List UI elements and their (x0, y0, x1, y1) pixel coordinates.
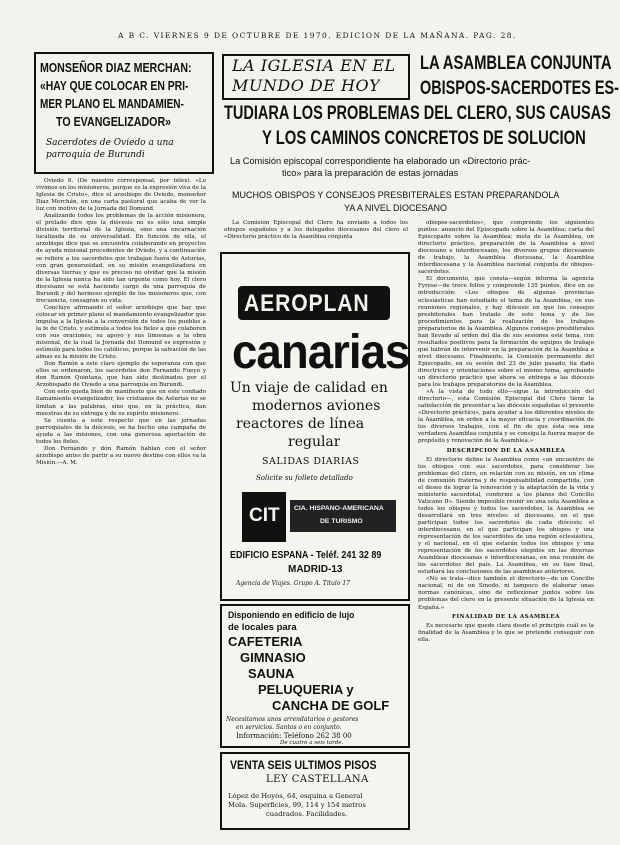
left-paragraph: Con esto queda bien de manifiesto que en este confiado llamamiento evangelizador, los cristianos de Asturias no se limitan a las palabras, sino que, en la práctica, dan muestras de su entrega y de su espíritu misionero. (36, 389, 206, 417)
main-headline-3: TUDIARA LOS PROBLEMAS DEL CLERO, SUS CAUSAS (224, 103, 611, 124)
flats-body-2: Mola. Superficies, 99, 114 y 154 metros (228, 801, 366, 809)
flats-body-1: López de Hoyos, 64, esquina a General (228, 792, 363, 800)
left-paragraph: Concluye afirmando el señor arzobispo que hay que colocar en primer plano el mandamiento evangelizador que impulsa a la Iglesia a la conversión de todos los pueblos a la fe de Cristo, y estimula a todos los fieles a que colaboren con sus oraciones, su apoyo y sus limosnas a la obra misional, de la cual la Jornada del Domund es expresión y estímulo para todos los católicos, porque la salvación de las almas es la misión de Cristo. (36, 304, 206, 361)
right-paragraph: Es necesario que quede clara desde el principio cuál es la finalidad de la Asamblea y lo que se pretende conseguir con ella. (418, 622, 594, 643)
right-paragraph: El documento, que consta—según informa la agencia Fyrese—de trece folios y comprende 135 puntos, dice en su introducción: «Los obispos de algunas provincias eclesiásticas han estudiado el tema de la Asamblea, en sus reuniones regionales, y hay diócesis en que los consejos presbiterales han tratado de este tema y de los procedimientos para la realización de los trabajos preparatorios de la Asamblea. Algunos consejos presbiterales han llevado al orden del día de sus sesiones este tema, con resultados positivos para la formación de equipos de trabajo que habrán de intervenir en la preparación de la Asamblea a nivel diocesano. Finalmente, la Comisión permanente del Episcopado, en su sesión del 23 de julio pasado, ha dado directrices y orientaciones sobre el mismo tema, aprobando un directorio práctico que ahora se entrega a las diócesis para los trabajos preparatorios de la Asamblea. (418, 276, 594, 389)
premises-small-2: en servicios. Santos o en conjunto. (236, 724, 342, 731)
right-paragraph: «No se trata—dice también el directorio—de un Concilio nacional, ni de un Sínodo, ni tampoco de elaborar unas normas canónicas, sino de reflexionar juntos sobre los problemas del clero en la presente situación de la Iglesia en España.» (418, 576, 594, 611)
banner-line-2: MUNDO DE HOY (232, 76, 381, 95)
ad-address: EDIFICIO ESPAÑA - Teléf. 241 32 89 (230, 550, 382, 561)
ad-agency-note: Agencia de Viajes. Grupo A. Título 17 (236, 580, 350, 587)
left-deck-1: Sacerdotes de Oviedo a una (46, 138, 174, 148)
premises-item: CANCHA DE GOLF (272, 698, 390, 713)
left-headline-3: MER PLANO EL MANDAMIEN- (40, 96, 184, 111)
right-paragraph: »A la vista de todo ello—sigue la introducción del directorio—, esta Comisión Episcopal del Clero tiene la satisfacción de presentar a las diócesis españolas el presente «Directorio práctico», para ayudar a los diferentes niveles de la Asamblea, en orden a la mayor eficacia y coordinación de los diversos trabajos, con el fin de que ésta sea una verdadera Asamblea conjunta y se consiga la fuerza mayor de propósito y renovación de la Asamblea.» (418, 389, 594, 445)
ad-daily: SALIDAS DIARIAS (262, 456, 360, 467)
main-deck-1: La Comisión episcopal correspondiente ha elaborado un «Directorio prác- (230, 156, 531, 166)
right-paragraph: obispos-sacerdotes», que comprende los siguientes puntos: anuncio del Episcopado sobre la Asamblea; carta del Episcopado sobre la Asamblea; meta de la Asamblea, un directorio práctico, preparación de la Asamblea a nivel diocesano e interdiocesano, los diversos grupos diocesanos de trabajo, la Asamblea diocesana, la Asamblea interdiocesana y la Asamblea nacional conjunta de obispos-sacerdotes. (418, 220, 594, 276)
cit-logo-text: CIT (249, 505, 280, 526)
section-heading-description: DESCRIPCION DE LA ASAMBLEA (446, 447, 566, 454)
premises-info: Información: Teléfono 262 38 00 (236, 732, 352, 740)
left-headline-4: TO EVANGELIZADOR» (56, 114, 172, 129)
premises-small-1: Necesitamos unos arrendatarios o gestores (226, 716, 359, 723)
flats-sub: LEY CASTELLANA (266, 774, 369, 785)
left-paragraph: Analizando todos los problemas de la acción misionera, el prelado dice que la diócesis no es sólo una simple división territorial de la Iglesia, sino una encarnación localizada de su universalidad. En función de ella, el arzobispo dice que se encuentra colaborando en proyectos de ayuda misional procedentes de Oviedo, y a continuación se refiere a los sacerdotes que trabajan fuera de Asturias, con gran generosidad, en su misión evangelizadora en diversas tierras y que es preciso no olvidar que la misión de la Iglesia nunca ha sido tan urgente como hoy. El clero diocesano se está haciendo cargo de una parroquia de Burundi y del hermoso ejemplo de los misioneros que, con frecuencia, consagran su vida. (36, 213, 206, 304)
left-deck-2: parroquia de Burundi (46, 150, 145, 160)
main-lead (224, 220, 408, 248)
premises-item: CAFETERIA (228, 634, 303, 649)
premises-item: PELUQUERIA y (258, 682, 354, 697)
right-paragraph: El directorio define la Asamblea como «un encuentro de los obispos con sus sacerdotes, para considerar los problemas del clero, en relación con su misión, en un clima de comunión fraterna y de responsabilidad compartida, con el deseo de lograr la renovación y la adaptación de la vida y ministerio sacerdotal, conforme a los planes del Concilio Vaticano II». Siendo imposible reunir en una sola Asamblea a todos los obispos y todos los sacerdotes, la Asamblea se desarrollará en tres niveles: el diocesano, en el que participan todos los sacerdotes de cada diócesis; el interdiocesano, en el que participan los obispos y una representación de los sacerdotes de una región eclesiástica, y el nacional, en el que estarán todos los obispos y una representación de los sacerdotes elegidos en las diversas Asambleas diocesanas e interdiocesanas, en una reunión de los sacerdotes del país. La Asamblea, en su fase final, estudiará las conclusiones de las asambleas anteriores. (418, 456, 594, 576)
main-subhead-2: YA A NIVEL DIOCESANO (344, 203, 448, 213)
ad-line-2: modernos aviones (252, 398, 381, 414)
flats-title: VENTA SEIS ULTIMOS PISOS (230, 758, 377, 772)
left-article-body (36, 178, 206, 824)
aeroplan-brand: AEROPLAN (244, 290, 370, 317)
premises-intro-1: Disponiendo en edificio de lujo (228, 610, 355, 621)
main-headline-1: LA ASAMBLEA CONJUNTA (420, 53, 612, 74)
ad-destination: canarias (232, 326, 410, 379)
main-right-column (418, 220, 594, 832)
agency-name-2: DE TURISMO (320, 518, 363, 525)
main-headline-2: OBISPOS-SACERDOTES ES- (420, 78, 619, 99)
main-subhead-1: MUCHOS OBISPOS Y CONSEJOS PRESBITERALES ESTAN PREPARANDOLA (232, 190, 560, 200)
left-paragraph: Se cuenta a este respecto que en las jornadas parroquiales de la diócesis, se ha hecho una campaña de ayuda a las misiones, con una generosa aportación de todos los fieles. (36, 417, 206, 445)
masthead: A B C. VIERNES 9 DE OCTUBRE DE 1970. EDICION DE LA MAÑANA. PAG. 28. (118, 31, 517, 40)
agency-name-1: CIA. HISPANO-AMERICANA (294, 505, 384, 512)
banner-line-1: LA IGLESIA EN EL (232, 56, 396, 75)
premises-hours: De cuatro a seis tarde. (280, 740, 344, 746)
main-deck-2: tico» para la preparación de estas jornadas (282, 168, 459, 178)
ad-line-1: Un viaje de calidad en (230, 380, 388, 396)
ad-city: MADRID-13 (288, 564, 343, 575)
left-headline-1: MONSEÑOR DIAZ MERCHAN: (40, 60, 192, 75)
section-heading-purpose: FINALIDAD DE LA ASAMBLEA (451, 613, 561, 620)
premises-item: GIMNASIO (240, 650, 306, 665)
flats-body-3: cuadrados. Facilidades. (266, 810, 348, 818)
left-paragraph: Oviedo 8. (De nuestro corresponsal, por télex). «Lo vivimos en los misioneros, porque es la expresión viva de la Iglesia de Cristo», dice el arzobispo de Oviedo, monseñor Díaz Merchán, en una carta pastoral que acaba de ver la luz con motivo de la Jornada del Domund. (36, 178, 206, 213)
premises-intro-2: de locales para (228, 622, 297, 633)
left-paragraph: Don Ramón a este claro ejemplo de esperanza con que ellos se ordenaron, los sacerdotes don Fernando Fueyo y don Ramón Quintana, que han sido destinados por el Arzobispado de Oviedo a una parroquia en Burundi. (36, 361, 206, 389)
left-paragraph: Don Fernando y don Ramón hablan con el señor arzobispo antes de partir a su nuevo destino con ellos va la Misión.—A. M. (36, 445, 206, 466)
ad-line-4: regular (288, 434, 341, 450)
ad-line-3: reactores de línea (236, 416, 365, 432)
main-lead-paragraph: La Comisión Episcopal del Clero ha enviado a todos los obispos españoles y a los delegados diocesanos del clero el «Directorio práctico de la Asamblea conjunta (224, 220, 408, 241)
main-headline-4: Y LOS CAMINOS CONCRETOS DE SOLUCION (262, 128, 586, 149)
premises-item: SAUNA (248, 666, 295, 681)
left-headline-2: «HAY QUE COLOCAR EN PRI- (40, 78, 189, 93)
ad-leaflet: Solicite su folleto detallado (256, 474, 353, 482)
